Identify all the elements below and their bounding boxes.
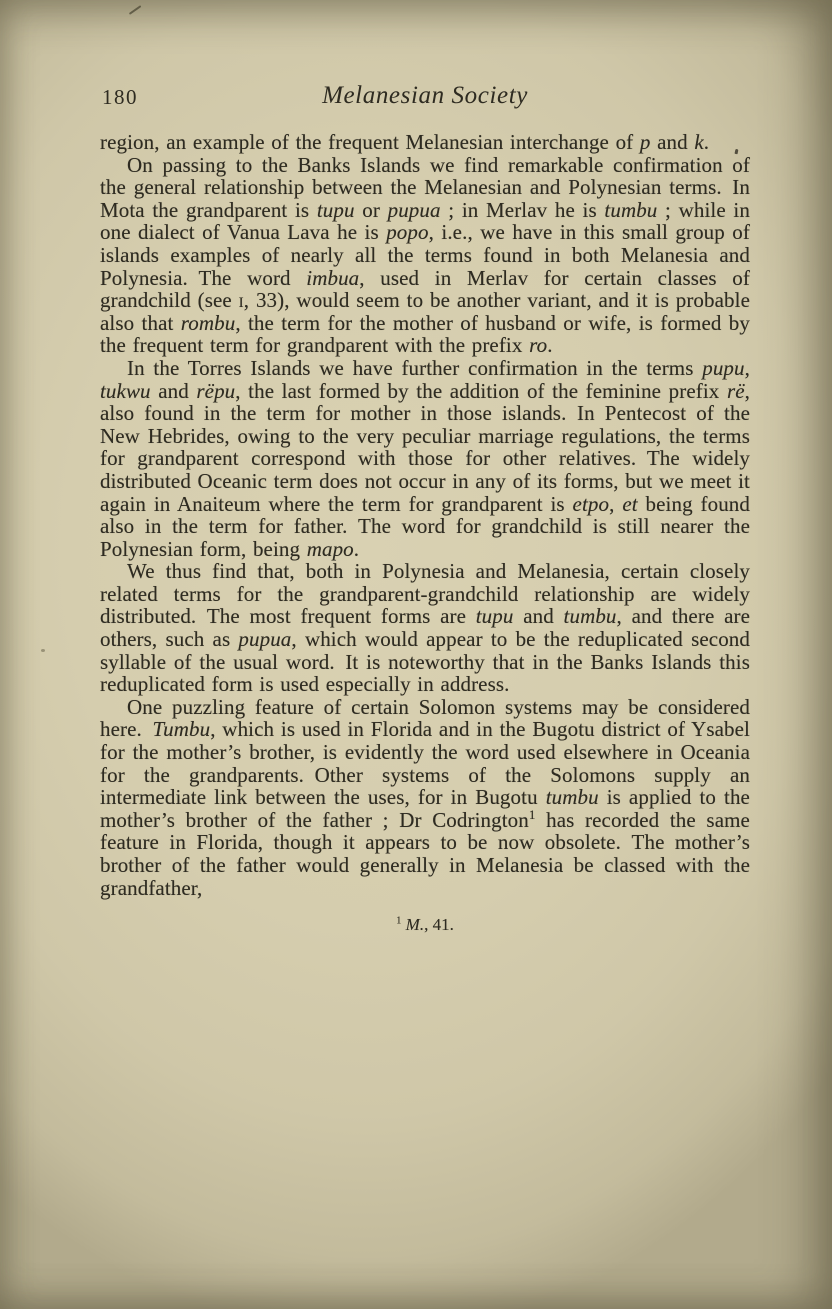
text-run: and bbox=[513, 604, 564, 629]
italic-term: ro bbox=[529, 333, 548, 358]
italic-term: et bbox=[622, 491, 638, 516]
italic-term: pupu bbox=[702, 355, 745, 380]
text-run: region, an example of the frequent Melanesian interchange of bbox=[100, 130, 640, 154]
italic-term: imbua bbox=[306, 265, 360, 290]
text-run: , the term for the mother of husband or wife, is formed by the frequent term for grandparent with the prefix bbox=[100, 310, 750, 358]
paragraph bbox=[100, 131, 750, 154]
text-run: is applied to the mother’s brother of the father ; Dr Codrington bbox=[100, 785, 750, 832]
text-run: , the last formed by the addition of the feminine prefix bbox=[235, 378, 727, 403]
italic-term: M. bbox=[405, 915, 425, 935]
italic-term: tupu bbox=[475, 604, 514, 629]
italic-term: popo bbox=[386, 220, 429, 245]
italic-term: p bbox=[639, 130, 651, 154]
text-run: , 41. bbox=[424, 915, 454, 935]
text-run: , which is used in Florida and in the Bugotu district of Ysabel for the mother’s brother, is evidently the word used elsewhere in Oceania for the grandparents. Other systems of the Solomons supply an intermediate link between the uses, for in Bugotu bbox=[100, 717, 750, 810]
italic-term: mapo bbox=[306, 536, 354, 561]
running-title: Melanesian Society bbox=[322, 82, 528, 109]
italic-term: tupu bbox=[316, 197, 355, 222]
italic-term: tumbu bbox=[604, 197, 658, 222]
text-run: or bbox=[354, 197, 388, 222]
text-run: , used in Merlav for certain classes of grandchild (see bbox=[100, 265, 750, 313]
text-run: , 33), would seem to be another variant, and it is probable also that bbox=[100, 288, 750, 335]
footnote-marker: 1 bbox=[528, 806, 536, 822]
text-run: We thus find that, both in Polynesia and Melanesia, certain closely related terms for the grandparent-grandchild relationship are widely distributed. The most frequent forms are bbox=[100, 559, 750, 629]
text-run: In the Torres Islands we have further confirmation in the terms bbox=[127, 355, 703, 380]
text-run: and bbox=[650, 130, 695, 154]
italic-term: pupua bbox=[238, 627, 292, 652]
footnote bbox=[100, 915, 750, 935]
footnote-marker: 1 bbox=[396, 915, 402, 927]
paragraph bbox=[100, 560, 750, 696]
italic-term: pupua bbox=[387, 197, 441, 222]
text-run: and bbox=[150, 378, 197, 403]
text-run: , i.e., we have in this small group of islands examples of nearly all the terms found in both Melanesia and Polynesia. The word bbox=[100, 220, 750, 290]
paragraph bbox=[100, 154, 750, 357]
scan-speck bbox=[41, 649, 45, 652]
page-number: 180 bbox=[102, 85, 138, 109]
italic-term: rombu bbox=[180, 310, 236, 335]
text-run: On passing to the Banks Islands we find remarkable confirmation of the general relationship between the Melanesian and Polynesian terms. In Mota the grandparent is bbox=[100, 152, 750, 222]
page-header bbox=[100, 82, 750, 112]
italic-term: k bbox=[694, 130, 704, 154]
italic-term: tukwu bbox=[100, 378, 151, 403]
italic-term: rë bbox=[726, 378, 745, 403]
body-text bbox=[100, 131, 750, 899]
italic-term: tumbu bbox=[563, 604, 617, 629]
italic-term: Tumbu bbox=[152, 717, 211, 742]
text-run: , also found in the term for mother in those islands. In Pentecost of the New Hebrides, owing to the very peculiar marriage regulations, the terms for grandparent correspond with those for other relatives. The widely distributed Oceanic term does not occur in any of its forms, but we meet it again in Anaiteum where the term for grandparent is bbox=[100, 378, 750, 516]
text-run: . bbox=[703, 130, 710, 154]
text-run: ; in Merlav he is bbox=[440, 197, 605, 222]
text-run: , and there are others, such as bbox=[100, 604, 750, 652]
italic-term: rëpu bbox=[196, 378, 236, 403]
text-run: ; while in one dialect of Vanua Lava he is bbox=[100, 197, 750, 245]
paragraph bbox=[100, 696, 750, 899]
italic-term: tumbu bbox=[545, 785, 599, 810]
text-run: One puzzling feature of certain Solomon systems may be considered here. bbox=[100, 694, 750, 742]
text-run: , bbox=[609, 491, 623, 516]
text-run: being found also in the term for father. The word for grandchild is still nearer the Polynesian form, being bbox=[100, 491, 751, 561]
text-run: , which would appear to be the reduplicated second syllable of the usual word. It is noteworthy that in the Banks Islands this reduplicated form is used especially in address. bbox=[100, 627, 750, 697]
text-run: . bbox=[547, 333, 553, 358]
text-block bbox=[100, 82, 750, 935]
text-run: i bbox=[238, 288, 244, 313]
italic-term: etpo bbox=[572, 491, 610, 516]
text-run: , bbox=[744, 355, 750, 380]
pen-slash-mark bbox=[129, 5, 141, 14]
paragraph bbox=[100, 357, 750, 560]
text-run: has recorded the same feature in Florida, though it appears to be now obsolete. The mother’s brother of the father would generally in Melanesia be classed with the grandfather, bbox=[100, 807, 750, 900]
text-run: . bbox=[353, 536, 360, 561]
